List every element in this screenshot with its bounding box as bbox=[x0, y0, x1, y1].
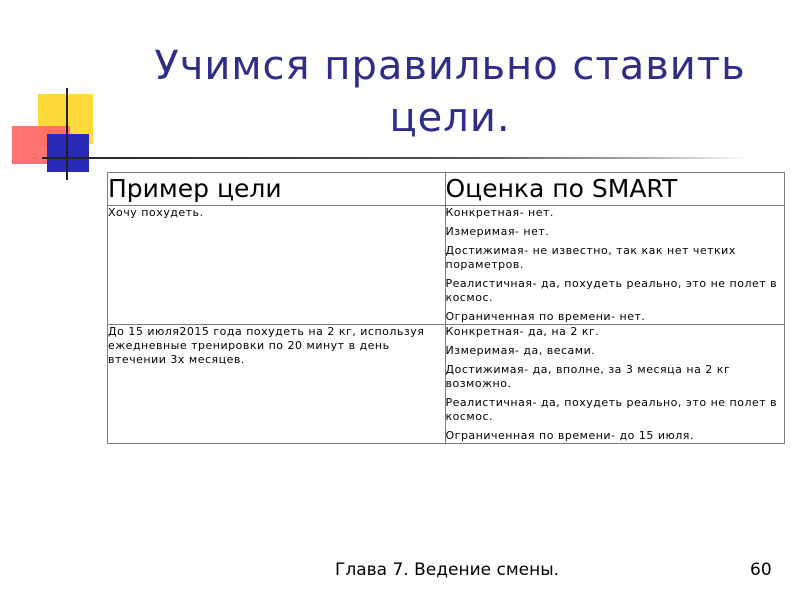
table-header-row bbox=[108, 173, 785, 206]
table-row bbox=[108, 206, 785, 325]
table-row bbox=[108, 325, 785, 444]
assessment-specific: Конкретная- нет. bbox=[445, 206, 554, 219]
assessment-specific: Конкретная- да, на 2 кг. bbox=[445, 325, 600, 338]
smart-table bbox=[107, 172, 785, 444]
decor-blue-square bbox=[47, 134, 89, 172]
assessment-achievable: Достижимая- да, вполне, за 3 месяца на 2 кг возможно. bbox=[445, 363, 731, 390]
decor-vertical-line bbox=[66, 88, 68, 180]
header-smart-assessment: Оценка по SMART bbox=[445, 173, 785, 206]
slide-title-line2: цели. bbox=[389, 95, 511, 141]
title-divider bbox=[42, 157, 750, 159]
goal-text: До 15 июля2015 года похудеть на 2 кг, используя ежедневные тренировки по 20 минут в день втечении 3х месяцев. bbox=[108, 325, 425, 366]
assessment-measurable: Измеримая- да, весами. bbox=[445, 344, 596, 357]
slide-title bbox=[100, 40, 800, 144]
assessment-time-bound: Ограниченная по времени- до 15 июля. bbox=[445, 429, 694, 442]
header-goal-example: Пример цели bbox=[108, 173, 446, 206]
assessment-time-bound: Ограниченная по времени- нет. bbox=[445, 310, 646, 323]
slide-title-line1: Учимся правильно ставить bbox=[154, 43, 746, 89]
goal-text: Хочу похудеть. bbox=[108, 206, 204, 219]
goal-cell bbox=[108, 206, 446, 325]
assessment-cell bbox=[445, 206, 785, 325]
goal-cell bbox=[108, 325, 446, 444]
assessment-cell bbox=[445, 325, 785, 444]
assessment-achievable: Достижимая- не известно, так как нет четких пораметров. bbox=[445, 244, 736, 271]
slide-footer: Глава 7. Ведение смены. bbox=[335, 560, 560, 580]
assessment-measurable: Измеримая- нет. bbox=[445, 225, 550, 238]
assessment-realistic: Реалистичная- да, похудеть реально, это не полет в космос. bbox=[445, 396, 778, 423]
assessment-realistic: Реалистичная- да, похудеть реально, это не полет в космос. bbox=[445, 277, 778, 304]
page-number: 60 bbox=[750, 560, 772, 580]
